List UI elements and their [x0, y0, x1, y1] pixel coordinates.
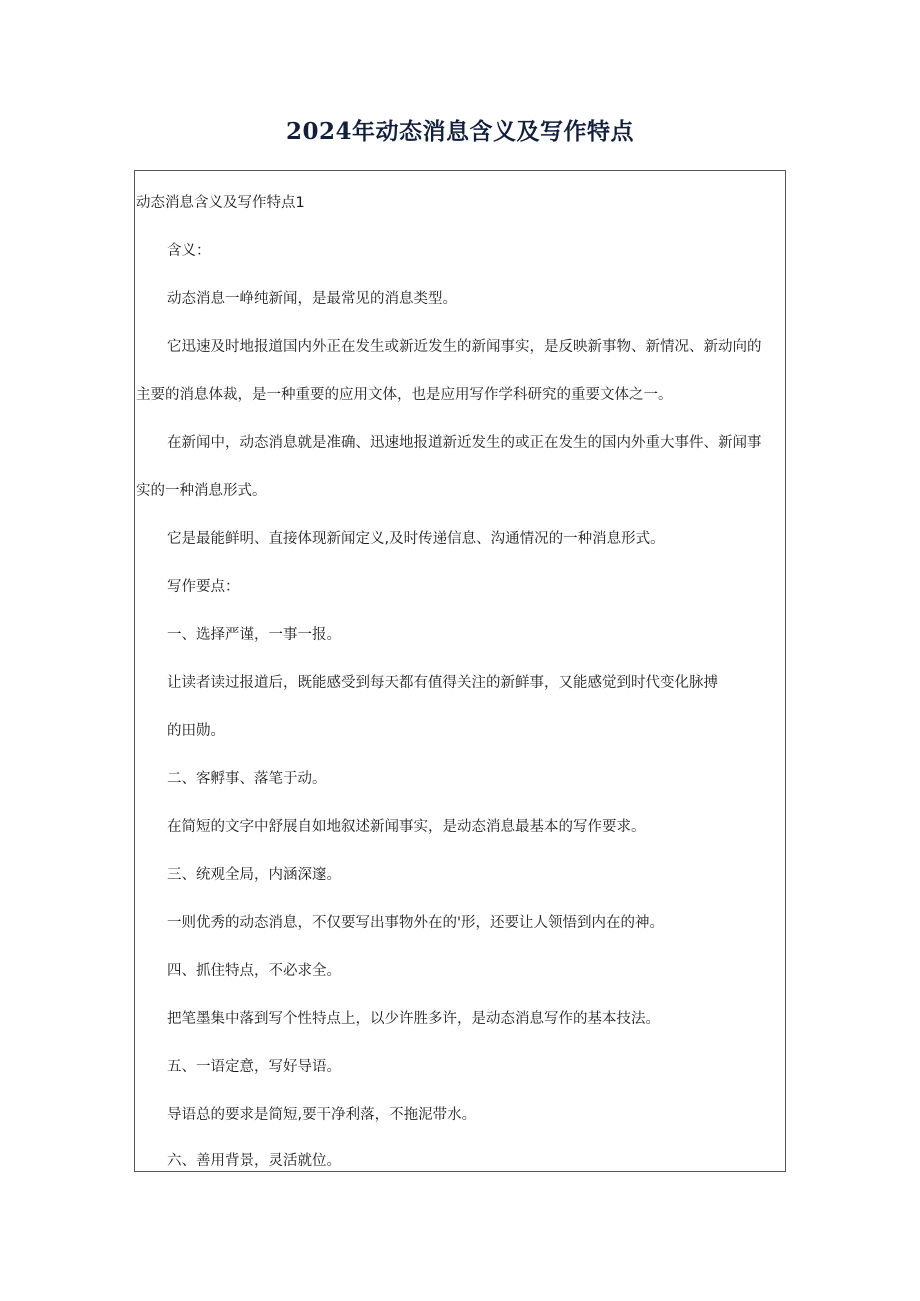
paragraph-line: 让读者读过报道后，既能感受到每天都有值得关注的新鲜事，又能感觉到时代变化脉搏	[167, 675, 718, 691]
paragraph-line: 六、善用背景，灵活就位。	[167, 1153, 341, 1169]
paragraph-line: 一则优秀的动态消息，不仅要写出事物外在的'形，还要让人领悟到内在的神。	[167, 915, 664, 931]
paragraph-line: 它是最能鲜明、直接体现新闻定义,及时传递信息、沟通情况的一种消息形式。	[167, 531, 665, 547]
paragraph-line: 五、一语定意，写好导语。	[167, 1059, 341, 1075]
paragraph-line: 二、客孵事、落笔于动。	[167, 771, 327, 787]
paragraph-line: 把笔墨集中落到写个性特点上，以少许胜多许，是动态消息写作的基本技法。	[167, 1011, 660, 1027]
paragraph-line: 实的一种消息形式。	[136, 483, 267, 499]
paragraph-line: 动态消息一峥纯新闻，是最常见的消息类型。	[167, 291, 457, 307]
document-body	[134, 170, 786, 1172]
paragraph-line: 在新闻中，动态消息就是准确、迅速地报道新近发生的或正在发生的国内外重大事件、新闻事	[167, 435, 762, 451]
paragraph-line: 一、选择严谨，一事一报。	[167, 627, 341, 643]
paragraph-line: 主要的消息体裁，是一种重要的应用文体，也是应用写作学科研究的重要文体之一。	[136, 387, 673, 403]
section-heading: 动态消息含义及写作特点1	[136, 195, 305, 211]
paragraph-line: 的田勋。	[167, 723, 225, 739]
paragraph-line: 导语总的要求是简短,要干净利落，不拖泥带水。	[167, 1107, 477, 1123]
paragraph-line: 写作要点：	[167, 579, 240, 595]
paragraph-line: 在简短的文字中舒展自如地叙述新闻事实，是动态消息最基本的写作要求。	[167, 819, 646, 835]
paragraph-line: 四、抓住特点，不必求全。	[167, 963, 341, 979]
paragraph-line: 它迅速及时地报道国内外正在发生或新近发生的新闻事实，是反映新事物、新情况、新动向的	[167, 339, 762, 355]
document-title: 2024年动态消息含义及写作特点	[285, 118, 634, 145]
paragraph-line: 三、统观全局，内涵深邃。	[167, 867, 341, 883]
paragraph-line: 含义：	[167, 243, 211, 259]
